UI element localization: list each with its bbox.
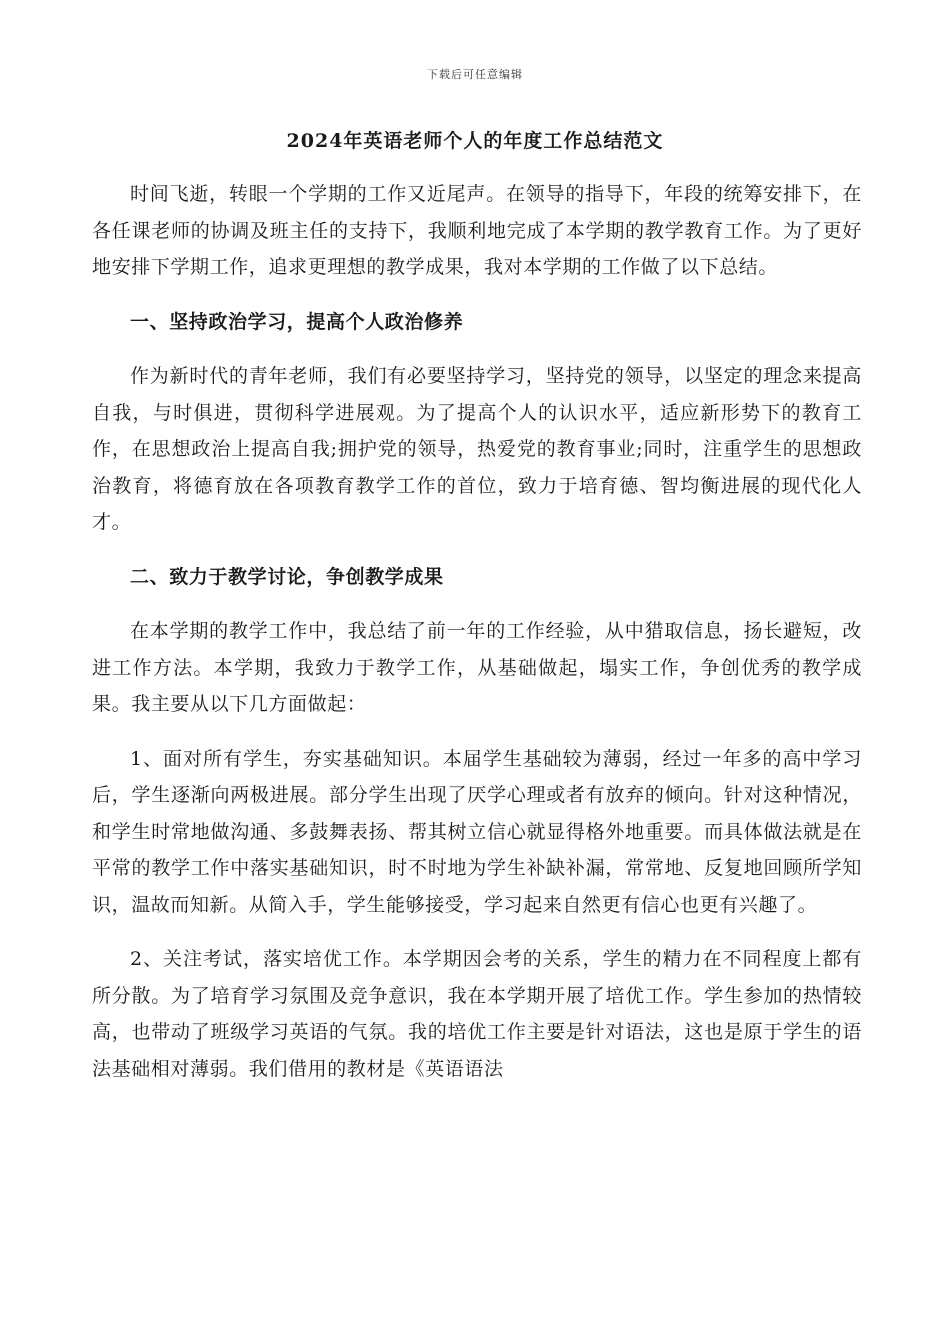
document-title: 2024年英语老师个人的年度工作总结范文 [286, 130, 664, 152]
section2-item-2: 2、关注考试，落实培优工作。本学期因会考的关系，学生的精力在不同程度上都有所分散。为了培育学习氛围及竞争意识，我在本学期开展了培优工作。学生参加的热情较高，也带动了班级学习英语的气氛。我的培优工作主要是针对语法，这也是原于学生的语法基础相对薄弱。我们借用的教材是《英语语法 [92, 948, 862, 1080]
intro-paragraph: 时间飞逝，转眼一个学期的工作又近尾声。在领导的指导下，年段的统筹安排下，在各任课老师的协调及班主任的支持下，我顺利地完成了本学期的教学教育工作。为了更好地安排下学期工作，追求更理想的教学成果，我对本学期的工作做了以下总结。 [92, 183, 862, 278]
section2-heading: 二、致力于教学讨论，争创教学成果 [130, 565, 444, 588]
section2-paragraph: 在本学期的教学工作中，我总结了前一年的工作经验，从中猎取信息，扬长避短，改进工作方法。本学期，我致力于教学工作，从基础做起，塌实工作，争创优秀的教学成果。我主要从以下几方面做起： [92, 620, 862, 715]
section2-item-1: 1、面对所有学生，夯实基础知识。本届学生基础较为薄弱，经过一年多的高中学习后，学生逐渐向两极进展。部分学生出现了厌学心理或者有放弃的倾向。针对这种情况，和学生时常地做沟通、多鼓舞表扬、帮其树立信心就显得格外地重要。而具体做法就是在平常的教学工作中落实基础知识，时不时地为学生补缺补漏，常常地、反复地回顾所学知识，温故而知新。从简入手，学生能够接受，学习起来自然更有信心也更有兴趣了。 [92, 747, 862, 916]
section1-heading: 一、坚持政治学习，提高个人政治修养 [130, 310, 464, 333]
header-note: 下载后可任意编辑 [427, 68, 523, 81]
section1-paragraph: 作为新时代的青年老师，我们有必要坚持学习，坚持党的领导，以坚定的理念来提高自我，与时俱进，贯彻科学进展观。为了提高个人的认识水平，适应新形势下的教育工作，在思想政治上提高自我;拥护党的领导，热爱党的教育事业;同时，注重学生的思想政治教育，将德育放在各项教育教学工作的首位，致力于培育德、智均衡进展的现代化人才。 [92, 365, 862, 533]
document-body [92, 176, 862, 1105]
